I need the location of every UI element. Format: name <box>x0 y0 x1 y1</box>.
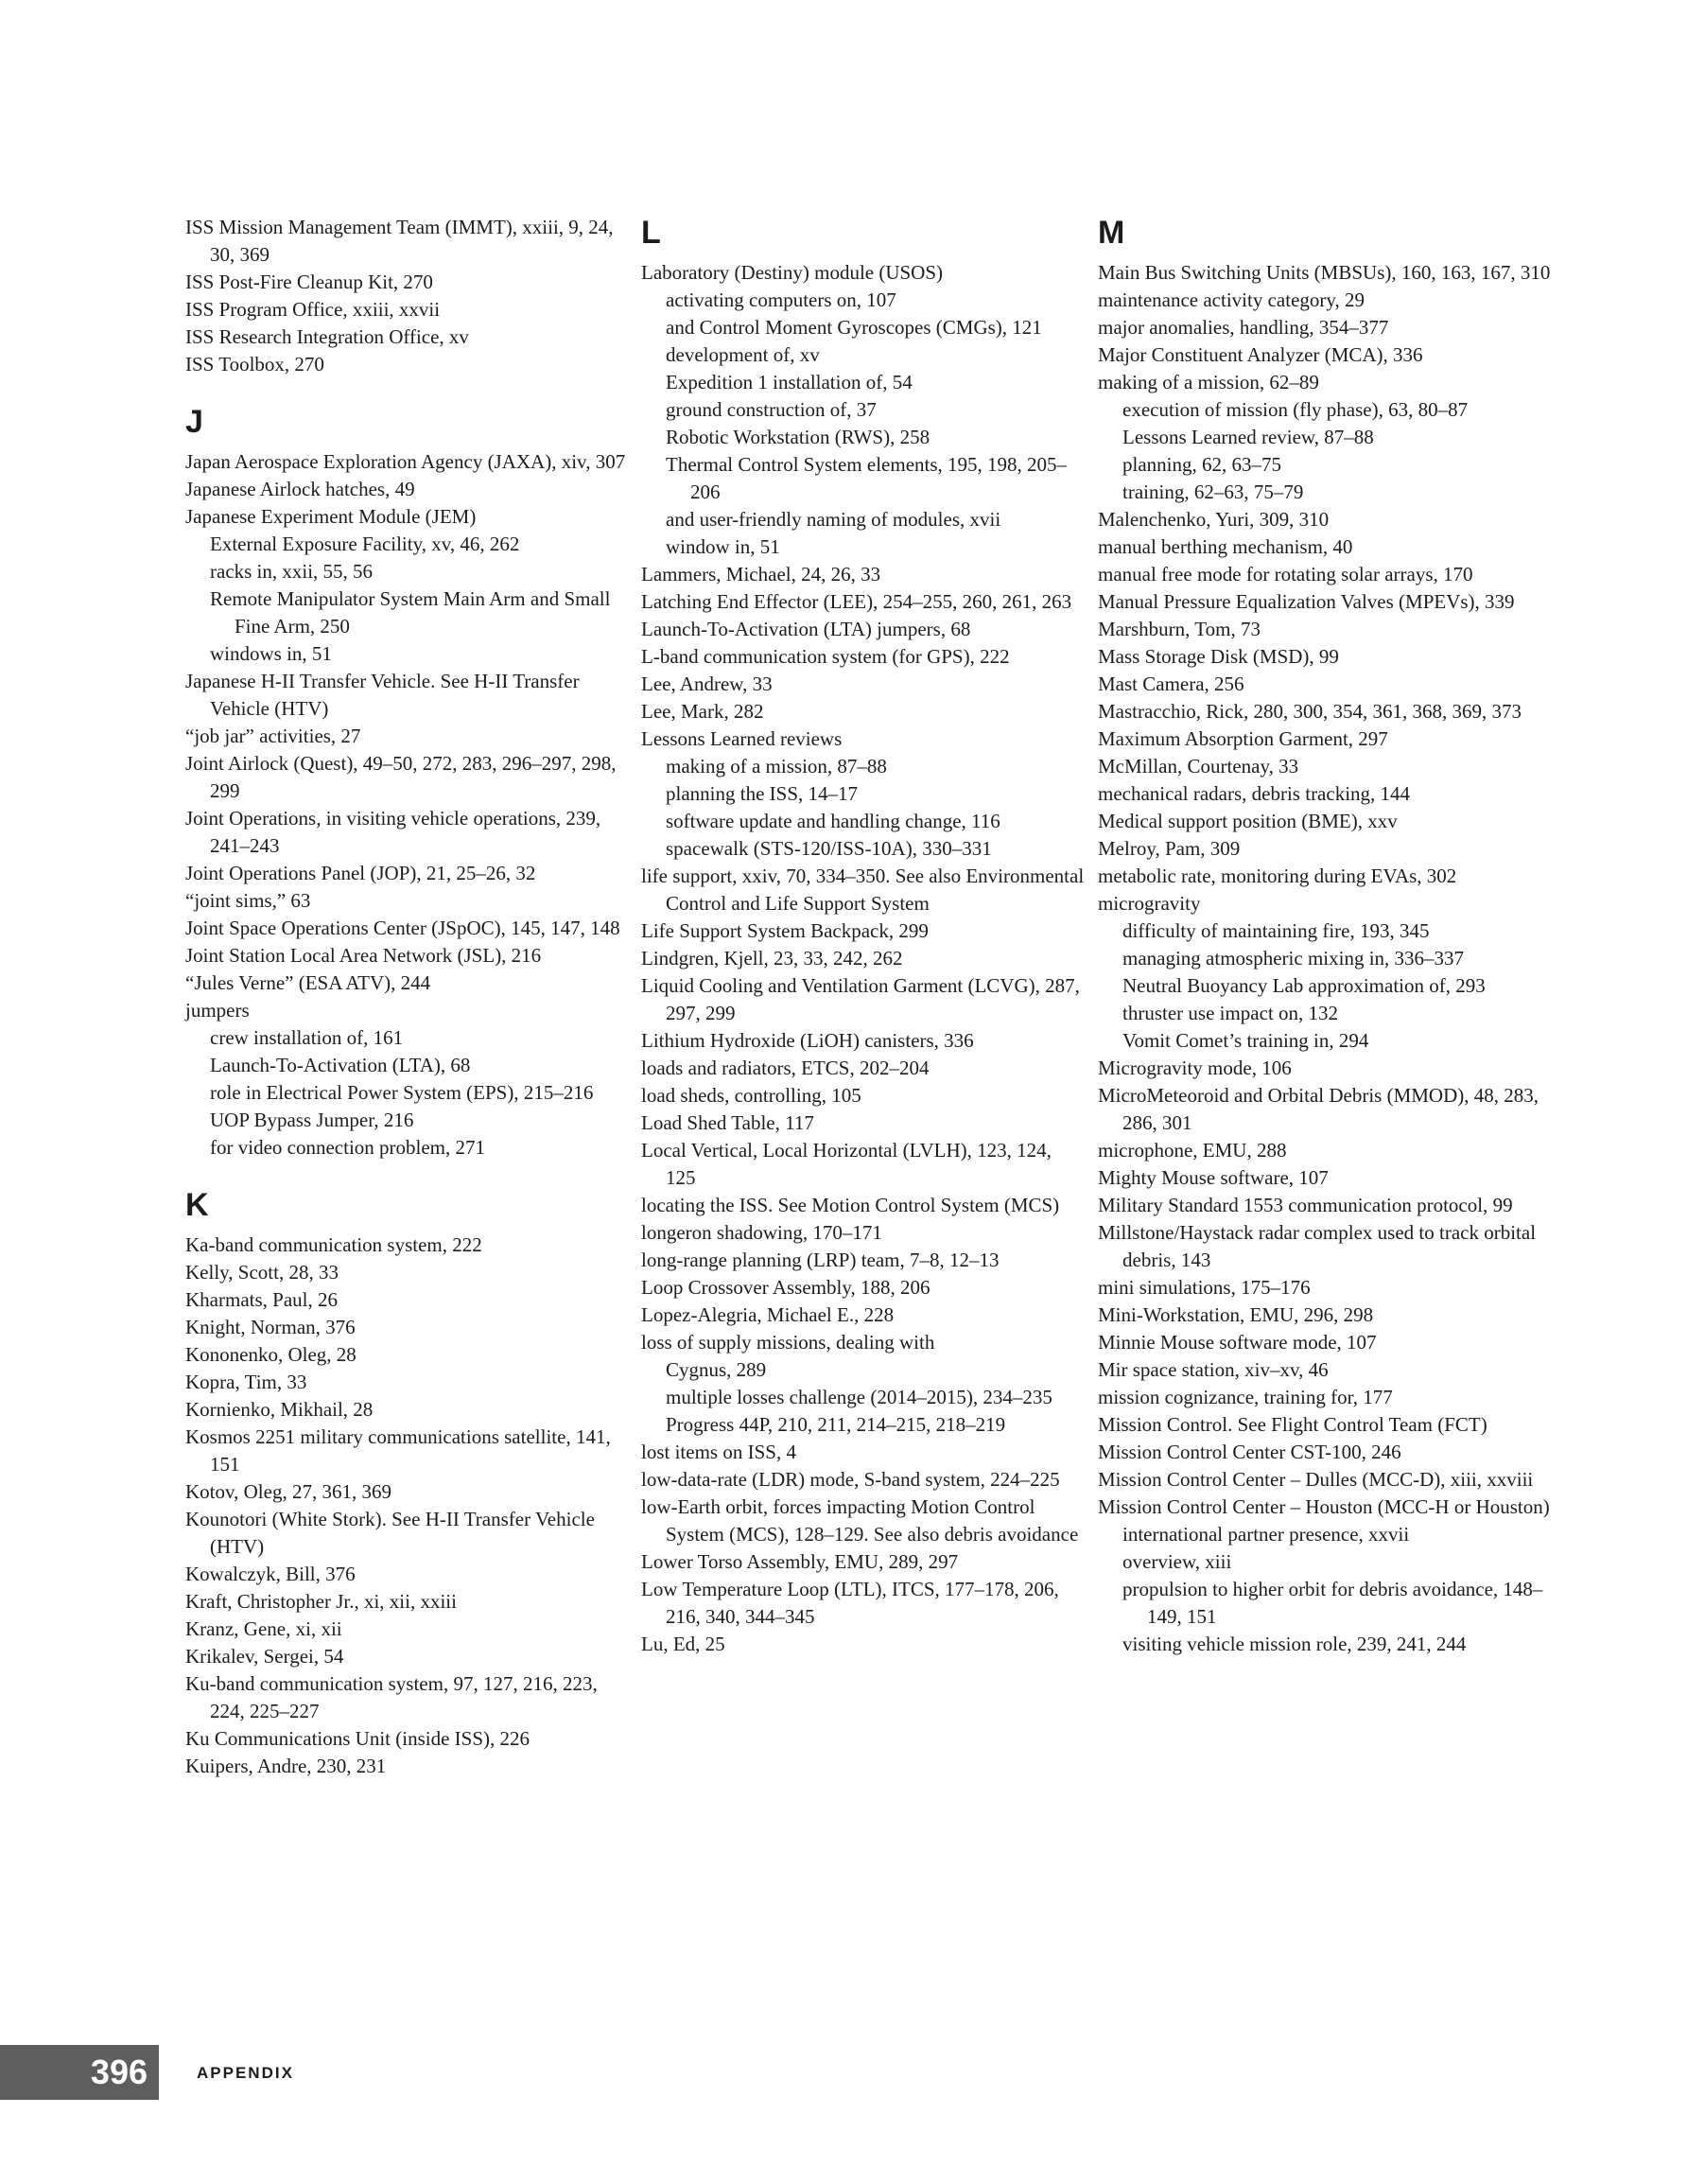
index-entry: life support, xxiv, 70, 334–350. See also Environmental Control and Life Support System <box>641 865 1089 915</box>
index-entry: low-Earth orbit, forces impacting Motion Control System (MCS), 128–129. See also debris avoidance <box>641 1495 1079 1546</box>
index-column-2 <box>641 214 1089 1658</box>
index-subentry: Progress 44P, 210, 211, 214–215, 218–219 <box>666 1413 1006 1436</box>
index-entry: Japanese Airlock hatches, 49 <box>185 478 415 500</box>
index-subentry: planning, 62, 63–75 <box>1122 453 1281 476</box>
index-entry: Medical support position (BME), xxv <box>1098 810 1398 832</box>
index-entry: Joint Airlock (Quest), 49–50, 272, 283, 296–297, 298, 299 <box>185 752 621 802</box>
index-entry: Joint Station Local Area Network (JSL), 216 <box>185 944 542 967</box>
index-entry: Marshburn, Tom, 73 <box>1098 618 1261 640</box>
index-entry: Kononenko, Oleg, 28 <box>185 1343 357 1366</box>
index-letter-heading: M <box>1098 215 1125 251</box>
index-entry: Mastracchio, Rick, 280, 300, 354, 361, 368, 369, 373 <box>1098 700 1522 723</box>
index-entry: Kraft, Christopher Jr., xi, xii, xxiii <box>185 1590 457 1613</box>
index-entry: mini simulations, 175–176 <box>1098 1276 1311 1299</box>
index-entry: Mission Control Center CST-100, 246 <box>1098 1441 1401 1463</box>
index-subentry: multiple losses challenge (2014–2015), 234–235 <box>666 1386 1052 1408</box>
index-subentry: ground construction of, 37 <box>666 398 877 421</box>
index-entry: Kosmos 2251 military communications satellite, 141, 151 <box>185 1425 616 1476</box>
index-entry: ISS Toolbox, 270 <box>185 353 324 376</box>
index-entry: Main Bus Switching Units (MBSUs), 160, 163, 167, 310 <box>1098 261 1551 284</box>
index-entry: Military Standard 1553 communication protocol, 99 <box>1098 1194 1513 1216</box>
index-subentry: for video connection problem, 271 <box>210 1136 486 1159</box>
index-subentry: and user-friendly naming of modules, xvii <box>666 508 1001 531</box>
index-subentry: Launch-To-Activation (LTA), 68 <box>210 1054 471 1076</box>
index-entry: Latching End Effector (LEE), 254–255, 260, 261, 263 <box>641 590 1072 613</box>
index-entry: Ka-band communication system, 222 <box>185 1233 482 1256</box>
index-entry: Joint Operations, in visiting vehicle operations, 239, 241–243 <box>185 807 606 857</box>
index-entry: microphone, EMU, 288 <box>1098 1139 1287 1162</box>
index-column-3 <box>1098 214 1552 1658</box>
index-entry: metabolic rate, monitoring during EVAs, 302 <box>1098 865 1457 887</box>
index-entry: ISS Post-Fire Cleanup Kit, 270 <box>185 271 433 293</box>
index-subentry: activating computers on, 107 <box>666 288 896 311</box>
index-entry: Mission Control Center – Houston (MCC-H or Houston) <box>1098 1495 1550 1518</box>
index-entry: “job jar” activities, 27 <box>185 725 361 747</box>
index-letter-heading: K <box>185 1187 209 1223</box>
index-entry: Laboratory (Destiny) module (USOS) <box>641 261 944 284</box>
index-entry: maintenance activity category, 29 <box>1098 288 1365 311</box>
index-entry: Launch-To-Activation (LTA) jumpers, 68 <box>641 618 971 640</box>
index-entry: Lopez-Alegria, Michael E., 228 <box>641 1303 895 1326</box>
index-entry: Low Temperature Loop (LTL), ITCS, 177–178, 206, 216, 340, 344–345 <box>641 1578 1065 1628</box>
index-entry: Mission Control. See Flight Control Team (FCT) <box>1098 1413 1487 1436</box>
index-entry: jumpers <box>185 999 250 1022</box>
index-entry: Malenchenko, Yuri, 309, 310 <box>1098 508 1330 531</box>
index-entry: Major Constituent Analyzer (MCA), 336 <box>1098 343 1423 366</box>
index-subentry: managing atmospheric mixing in, 336–337 <box>1122 947 1465 970</box>
index-subentry: planning the ISS, 14–17 <box>666 782 858 805</box>
index-entry: “Jules Verne” (ESA ATV), 244 <box>185 971 431 994</box>
index-entry: Liquid Cooling and Ventilation Garment (LCVG), 287, 297, 299 <box>641 974 1086 1024</box>
index-subentry: visiting vehicle mission role, 239, 241, 244 <box>1122 1633 1467 1655</box>
index-entry: Lithium Hydroxide (LiOH) canisters, 336 <box>641 1029 974 1052</box>
index-entry: Joint Operations Panel (JOP), 21, 25–26, 32 <box>185 862 536 884</box>
index-entry: load sheds, controlling, 105 <box>641 1084 861 1107</box>
index-subentry: Thermal Control System elements, 195, 198, 205–206 <box>666 453 1068 503</box>
index-subentry: overview, xiii <box>1122 1550 1232 1573</box>
index-entry: long-range planning (LRP) team, 7–8, 12–13 <box>641 1249 1000 1271</box>
index-subentry: windows in, 51 <box>210 642 332 665</box>
index-entry: Kotov, Oleg, 27, 361, 369 <box>185 1480 391 1503</box>
index-entry: ISS Mission Management Team (IMMT), xxiii, 9, 24, 30, 369 <box>185 216 618 266</box>
index-subentry: Robotic Workstation (RWS), 258 <box>666 426 930 448</box>
index-entry: Mini-Workstation, EMU, 296, 298 <box>1098 1303 1374 1326</box>
index-entry: Kowalczyk, Bill, 376 <box>185 1563 356 1585</box>
index-entry: locating the ISS. See Motion Control System (MCS) <box>641 1194 1060 1216</box>
index-entry: manual berthing mechanism, 40 <box>1098 535 1353 558</box>
index-entry: Millstone/Haystack radar complex used to track orbital debris, 143 <box>1098 1221 1541 1271</box>
index-entry: lost items on ISS, 4 <box>641 1441 796 1463</box>
section-label: APPENDIX <box>197 2064 294 2082</box>
index-subentry: role in Electrical Power System (EPS), 215–216 <box>210 1081 594 1104</box>
index-entry: mechanical radars, debris tracking, 144 <box>1098 782 1411 805</box>
index-subentry: software update and handling change, 116 <box>666 810 1000 832</box>
index-subentry: development of, xv <box>666 343 820 366</box>
index-entry: Microgravity mode, 106 <box>1098 1057 1292 1079</box>
section-gap <box>185 378 630 403</box>
index-entry: Japan Aerospace Exploration Agency (JAXA), xiv, 307 <box>185 450 626 473</box>
index-entry: Life Support System Backpack, 299 <box>641 919 929 942</box>
index-subentry: External Exposure Facility, xv, 46, 262 <box>210 533 520 555</box>
index-letter-heading: L <box>641 215 661 251</box>
index-entry: low-data-rate (LDR) mode, S-band system, 224–225 <box>641 1468 1060 1491</box>
index-entry: Japanese Experiment Module (JEM) <box>185 505 477 528</box>
index-entry: Maximum Absorption Garment, 297 <box>1098 727 1388 750</box>
index-subentry: Neutral Buoyancy Lab approximation of, 293 <box>1122 974 1486 997</box>
page-number: 396 <box>0 2045 159 2100</box>
index-entry: Kuipers, Andre, 230, 231 <box>185 1755 387 1777</box>
index-entry: Melroy, Pam, 309 <box>1098 837 1241 860</box>
index-subentry: Cygnus, 289 <box>666 1358 767 1381</box>
index-entry: Local Vertical, Local Horizontal (LVLH), 123, 124, 125 <box>641 1139 1057 1189</box>
index-subentry: training, 62–63, 75–79 <box>1122 480 1304 503</box>
index-entry: L-band communication system (for GPS), 222 <box>641 645 1010 668</box>
index-entry: Kelly, Scott, 28, 33 <box>185 1261 339 1284</box>
index-entry: major anomalies, handling, 354–377 <box>1098 316 1389 339</box>
index-column-1 <box>185 214 630 1780</box>
index-entry: Joint Space Operations Center (JSpOC), 145, 147, 148 <box>185 917 620 939</box>
index-entry: Lee, Andrew, 33 <box>641 673 773 695</box>
index-entry: Kopra, Tim, 33 <box>185 1371 307 1393</box>
index-entry: Ku Communications Unit (inside ISS), 226 <box>185 1727 530 1750</box>
index-entry: loss of supply missions, dealing with <box>641 1331 935 1354</box>
index-subentry: racks in, xxii, 55, 56 <box>210 560 374 583</box>
index-entry: Lower Torso Assembly, EMU, 289, 297 <box>641 1550 959 1573</box>
index-entry: Mir space station, xiv–xv, 46 <box>1098 1358 1329 1381</box>
index-entry: Mast Camera, 256 <box>1098 673 1244 695</box>
index-entry: Kranz, Gene, xi, xii <box>185 1617 342 1640</box>
index-entry: McMillan, Courtenay, 33 <box>1098 755 1299 778</box>
index-entry: Load Shed Table, 117 <box>641 1111 814 1134</box>
index-subentry: international partner presence, xxvii <box>1122 1523 1410 1546</box>
index-entry: Knight, Norman, 376 <box>185 1316 356 1338</box>
index-subentry: Remote Manipulator System Main Arm and Small Fine Arm, 250 <box>210 587 616 638</box>
index-entry: Ku-band communication system, 97, 127, 216, 223, 224, 225–227 <box>185 1672 602 1722</box>
index-subentry: Expedition 1 installation of, 54 <box>666 371 913 393</box>
index-entry: loads and radiators, ETCS, 202–204 <box>641 1057 930 1079</box>
index-subentry: Lessons Learned review, 87–88 <box>1122 426 1374 448</box>
index-entry: Manual Pressure Equalization Valves (MPEVs), 339 <box>1098 590 1515 613</box>
index-entry: Kounotori (White Stork). See H-II Transfer Vehicle (HTV) <box>185 1508 600 1558</box>
index-entry: “joint sims,” 63 <box>185 889 311 912</box>
index-entry: making of a mission, 62–89 <box>1098 371 1319 393</box>
index-subentry: window in, 51 <box>666 535 780 558</box>
index-entry: Mighty Mouse software, 107 <box>1098 1166 1329 1189</box>
index-entry: ISS Research Integration Office, xv <box>185 325 469 348</box>
index-subentry: execution of mission (fly phase), 63, 80–87 <box>1122 398 1469 421</box>
index-letter-heading: J <box>185 404 203 440</box>
index-subentry: and Control Moment Gyroscopes (CMGs), 121 <box>666 316 1042 339</box>
index-entry: microgravity <box>1098 892 1201 915</box>
index-entry: ISS Program Office, xxiii, xxvii <box>185 298 441 321</box>
index-subentry: UOP Bypass Jumper, 216 <box>210 1109 414 1131</box>
index-subentry: thruster use impact on, 132 <box>1122 1002 1339 1024</box>
index-entry: Lessons Learned reviews <box>641 727 843 750</box>
index-entry: longeron shadowing, 170–171 <box>641 1221 882 1244</box>
index-entry: Lindgren, Kjell, 23, 33, 242, 262 <box>641 947 903 970</box>
index-subentry: Vomit Comet’s training in, 294 <box>1122 1029 1369 1052</box>
index-entry: Lee, Mark, 282 <box>641 700 764 723</box>
index-entry: Loop Crossover Assembly, 188, 206 <box>641 1276 930 1299</box>
index-entry: MicroMeteoroid and Orbital Debris (MMOD), 48, 283, 286, 301 <box>1098 1084 1544 1134</box>
index-subentry: making of a mission, 87–88 <box>666 755 887 778</box>
index-subentry: spacewalk (STS-120/ISS-10A), 330–331 <box>666 837 992 860</box>
section-gap <box>185 1162 630 1186</box>
index-entry: Lammers, Michael, 24, 26, 33 <box>641 563 881 585</box>
index-subentry: difficulty of maintaining fire, 193, 345 <box>1122 919 1430 942</box>
index-entry: mission cognizance, training for, 177 <box>1098 1386 1393 1408</box>
index-subentry: crew installation of, 161 <box>210 1026 404 1049</box>
index-entry: Japanese H-II Transfer Vehicle. See H-II Transfer Vehicle (HTV) <box>185 670 584 720</box>
index-entry: Mass Storage Disk (MSD), 99 <box>1098 645 1339 668</box>
index-subentry: propulsion to higher orbit for debris avoidance, 148–149, 151 <box>1122 1578 1543 1628</box>
index-entry: Mission Control Center – Dulles (MCC-D), xiii, xxviii <box>1098 1468 1534 1491</box>
index-entry: Kornienko, Mikhail, 28 <box>185 1398 374 1421</box>
index-entry: manual free mode for rotating solar arrays, 170 <box>1098 563 1473 585</box>
index-entry: Kharmats, Paul, 26 <box>185 1288 338 1311</box>
index-entry: Minnie Mouse software mode, 107 <box>1098 1331 1377 1354</box>
index-entry: Lu, Ed, 25 <box>641 1633 725 1655</box>
index-entry: Krikalev, Sergei, 54 <box>185 1645 344 1668</box>
